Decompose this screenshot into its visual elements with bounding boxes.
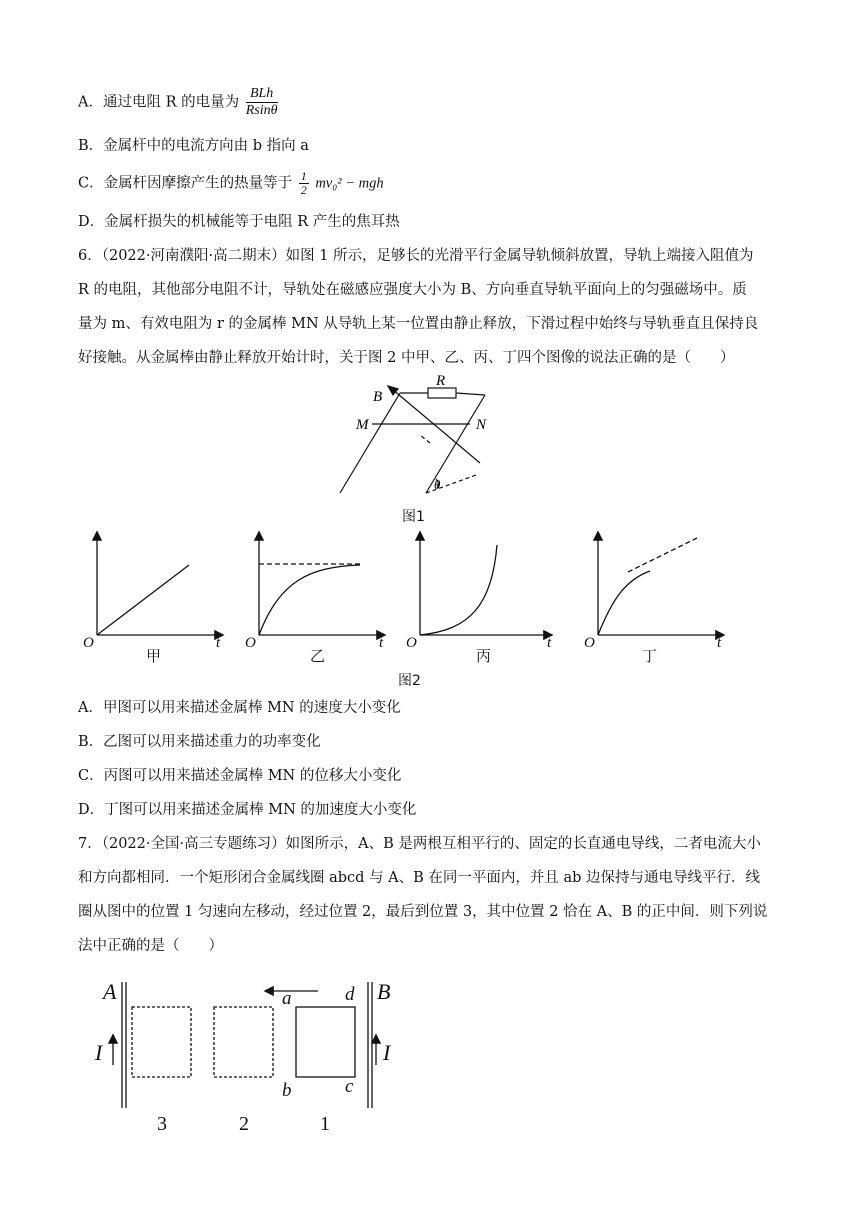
graph-jia-line (97, 565, 189, 635)
option-6d: D．丁图可以用来描述金属棒 MN 的加速度大小变化 (78, 802, 417, 818)
graph-name-bing: 丙 (476, 649, 492, 665)
label-position-3: 3 (157, 1113, 167, 1135)
origin-label: O (584, 635, 595, 651)
label-N: N (476, 417, 487, 433)
fraction-numerator: BLh (246, 86, 278, 103)
fraction-denominator: Rsinθ (245, 103, 278, 118)
label-B: B (373, 389, 383, 405)
q7-line-1: 7．（2022·全国·高三专题练习）如图所示，A、B 是两根互相平行的、固定的长直通电导线，二者电流大小 (78, 836, 761, 852)
label-wire-A: A (103, 979, 117, 1004)
q7-line-4: 法中正确的是（ ） (78, 938, 223, 954)
q6-line-2: R 的电阻，其他部分电阻不计，导轨处在磁感应强度大小为 B、方向垂直导轨平面向上的匀强磁场中。质 (78, 282, 747, 298)
origin-label: O (406, 635, 417, 651)
q6-line-4: 好接触。从金属棒由静止释放开始计时，关于图 2 中甲、乙、丙、丁四个图像的说法正确的是（ ） (78, 350, 735, 366)
label-c: c (345, 1076, 354, 1097)
q6-line-1: 6．（2022·河南濮阳·高二期末）如图 1 所示，足够长的光滑平行金属导轨倾斜放置，导轨上端接入阻值为 (78, 248, 754, 264)
option-5c-text: C．金属杆因摩擦产生的热量等于 (78, 175, 293, 192)
label-current-left: I (95, 1040, 103, 1065)
graph-name-yi: 乙 (310, 649, 326, 665)
option-5d: D．金属杆损失的机械能等于电阻 R 产生的焦耳热 (78, 214, 400, 230)
label-M: M (356, 417, 369, 433)
graph-yi-curve (259, 565, 360, 635)
fraction-half (299, 170, 309, 197)
option-5b: B．金属杆中的电流方向由 b 指向 a (78, 138, 309, 154)
option-6a: A．甲图可以用来描述金属棒 MN 的速度大小变化 (78, 700, 401, 716)
graph-name-jia: 甲 (146, 649, 162, 665)
figure-q7-coil (0, 970, 860, 1140)
t-axis-label: t (717, 635, 722, 651)
label-current-right: I (383, 1040, 391, 1065)
graph-ding-curve (598, 571, 650, 635)
label-R: R (436, 375, 446, 389)
graph-name-ding: 丁 (642, 649, 658, 665)
label-theta: θ (434, 477, 441, 492)
label-position-1: 1 (320, 1113, 330, 1135)
label-a: a (282, 988, 292, 1009)
figure-2-graphs (0, 525, 860, 685)
figure-2-caption: 图2 (398, 673, 421, 689)
q7-line-2: 和方向都相同．一个矩形闭合金属线圈 abcd 与 A、B 在同一平面内，并且 ab 边保持与通电导线平行．线 (78, 870, 761, 886)
q7-line-3: 圈从图中的位置 1 匀速向左移动，经过位置 2，最后到位置 3，其中位置 2 恰在 A、B 的正中间．则下列说 (78, 904, 768, 920)
figure-1-caption: 图1 (402, 509, 425, 525)
label-wire-B: B (377, 979, 391, 1004)
t-axis-label: t (547, 635, 552, 651)
option-6c: C．丙图可以用来描述金属棒 MN 的位移大小变化 (78, 768, 402, 784)
q6-line-3: 量为 m、有效电阻为 r 的金属棒 MN 从导轨上某一位置由静止释放，下滑过程中始终与导轨垂直且保持良 (78, 316, 759, 332)
origin-label: O (245, 635, 256, 651)
option-5c-formula: mv₀² − mgh (315, 175, 384, 192)
option-6b: B．乙图可以用来描述重力的功率变化 (78, 734, 321, 750)
t-axis-label: t (216, 635, 221, 651)
label-position-2: 2 (239, 1113, 249, 1135)
fraction-numerator: 1 (300, 169, 307, 183)
label-d: d (345, 984, 355, 1005)
option-5c (78, 170, 384, 197)
fraction-charge (246, 86, 278, 119)
fraction-denominator: 2 (300, 183, 307, 197)
graph-bing-curve (420, 545, 497, 635)
option-5a-text: A．通过电阻 R 的电量为 (78, 94, 240, 111)
origin-label: O (83, 635, 94, 651)
option-5a (78, 86, 280, 119)
t-axis-label: t (379, 635, 384, 651)
label-b: b (282, 1080, 292, 1101)
